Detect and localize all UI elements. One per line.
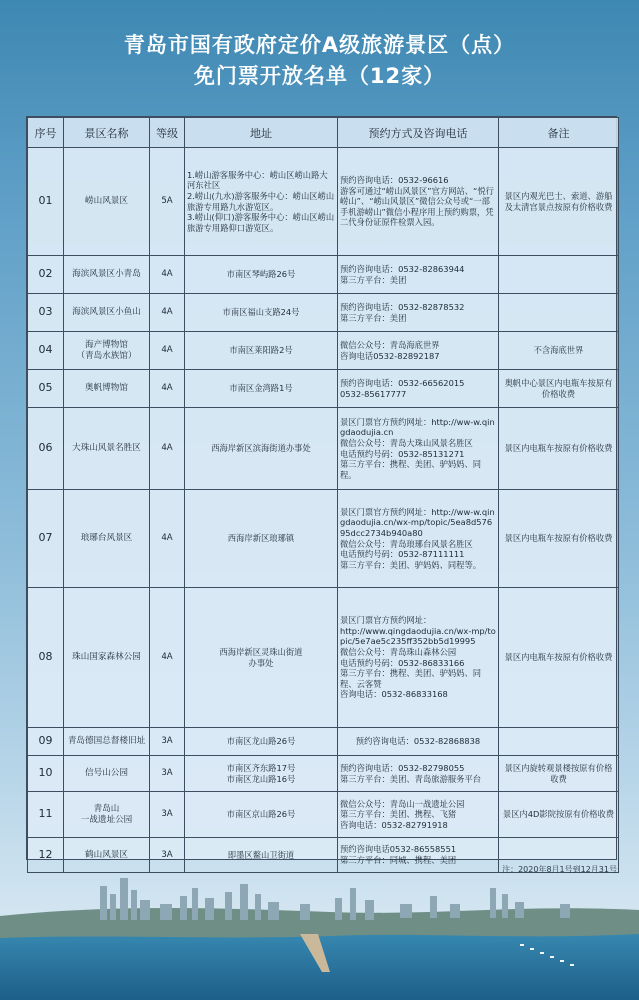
- cell-note: [499, 490, 619, 588]
- cell-name-line: 海产博物馆: [85, 339, 128, 350]
- col-header-name: 景区名称: [64, 118, 150, 148]
- cell-name-line: 一战遗址公园: [80, 814, 133, 825]
- cell-booking-line: 预约咨询电话：0532-82868838: [355, 736, 481, 747]
- page-header: [0, 30, 639, 92]
- cell-level: 4A: [150, 256, 185, 294]
- cell-note-line: 不含海底世界: [533, 345, 584, 356]
- table-row: [28, 408, 619, 490]
- cell-booking-line: http://www.qingdaodujia.cn/wx-mp/topic/5e7ae5c235ff352bb5d19995: [340, 625, 496, 647]
- cell-address: [185, 332, 338, 370]
- cell-address-line: 即墨区鳌山卫街道: [227, 849, 295, 860]
- cell-name-line: 信号山公园: [85, 768, 128, 779]
- cell-note-line: 景区内电瓶车按原有价格收费: [504, 533, 613, 544]
- cell-note: [499, 728, 619, 756]
- cell-name: [64, 332, 150, 370]
- cell-note: [499, 294, 619, 332]
- cell-address-line: 市南区龙山路16号: [226, 773, 296, 784]
- cell-name-line: 青岛德国总督楼旧址: [67, 736, 146, 747]
- cell-address-line: 市南区琴屿路26号: [226, 269, 296, 280]
- cell-booking-line: 微信公众号：青岛山一战遗址公园: [340, 798, 465, 809]
- cell-note: [499, 792, 619, 838]
- cell-address: [185, 838, 338, 873]
- cell-booking-line: 景区门票官方预约网址：: [340, 615, 432, 626]
- cell-booking-line: 第三方平台：美团: [340, 312, 407, 323]
- cell-booking-line: 咨询电话0532-82892187: [340, 350, 440, 361]
- title-line-2: 免门票开放名单（12家）: [193, 64, 446, 88]
- cell-no: 01: [28, 148, 64, 256]
- cell-name: [64, 728, 150, 756]
- cell-note-line: 景区内4D影院按原有价格收费: [502, 809, 615, 820]
- cell-level: 5A: [150, 148, 185, 256]
- cell-address: [185, 728, 338, 756]
- cell-booking-line: 景区门票官方预约网址：http://ww-w.qingdaodujia.cn/wx-mp/topic/5ea8d57695dcc2734b940a80: [340, 506, 495, 538]
- cell-note: [499, 756, 619, 792]
- cell-no: 03: [28, 294, 64, 332]
- table-row: [28, 256, 619, 294]
- cell-name-line: 奥帆博物馆: [85, 383, 128, 394]
- cell-booking: [338, 792, 499, 838]
- cell-booking: [338, 490, 499, 588]
- col-header-note: 备注: [499, 118, 619, 148]
- cell-name: [64, 370, 150, 408]
- cell-address-line: 3.崂山(仰口)游客服务中心：崂山区崂山旅游专用路仰口游览区。: [187, 212, 335, 233]
- table-body: [28, 148, 619, 873]
- cell-booking-line: 微信公众号：青岛珠山森林公园: [340, 646, 457, 657]
- cell-booking-line: 景区门票官方预约网址：http://ww-w.qingdaodujia.cn: [340, 416, 495, 438]
- cell-note-line: 景区内观光巴士、索道、游船及太清宫景点按原有价格收费: [504, 190, 613, 212]
- cell-booking-line: 预约咨询电话0532-86558551: [340, 844, 457, 855]
- attractions-table-container: [26, 116, 617, 865]
- cell-booking-line: 预约咨询电话：0532-66562015: [340, 377, 465, 388]
- cell-note-line: 景区内旋转观景楼按原有价格收费: [504, 762, 613, 784]
- cell-name: [64, 294, 150, 332]
- cell-booking: [338, 148, 499, 256]
- cell-name: [64, 838, 150, 873]
- cell-booking-line: 预约咨询电话：0532-82878532: [340, 301, 465, 312]
- cell-no: 06: [28, 408, 64, 490]
- table-row: [28, 490, 619, 588]
- cell-booking: [338, 728, 499, 756]
- cell-booking-line: 0532-85617777: [340, 388, 407, 399]
- cell-no: 04: [28, 332, 64, 370]
- cell-no: 07: [28, 490, 64, 588]
- table-row: [28, 728, 619, 756]
- cell-booking-line: 预约咨询电话：0532-96616: [340, 175, 449, 186]
- cell-note: [499, 332, 619, 370]
- cell-address: [185, 294, 338, 332]
- cell-booking-line: 第三方平台：携程、美团、驴妈妈、同程。: [340, 459, 482, 480]
- footnote: 注：2020年8月1号到12月31号: [502, 865, 617, 874]
- cell-booking: [338, 408, 499, 490]
- cell-booking-line: 第三方平台：同城、携程、美团: [340, 855, 457, 865]
- table-row: [28, 588, 619, 728]
- cell-booking-line: 第三方平台：携程、美团、驴妈妈、同程、云客赞: [340, 668, 482, 689]
- cell-no: 08: [28, 588, 64, 728]
- cell-booking: [338, 294, 499, 332]
- cell-address-line: 2.崂山(九水)游客服务中心：崂山区崂山旅游专用路九水游览区。: [187, 190, 335, 212]
- table-row: [28, 756, 619, 792]
- cell-booking-line: 微信公众号：青岛海底世界: [340, 339, 440, 350]
- cell-name: [64, 256, 150, 294]
- cell-note: [499, 148, 619, 256]
- cell-no: 10: [28, 756, 64, 792]
- cell-level: 3A: [150, 756, 185, 792]
- cell-address-line: 市南区龙山路26号: [226, 736, 296, 747]
- col-header-no: 序号: [28, 118, 64, 148]
- cell-note: [499, 370, 619, 408]
- attractions-table: [27, 117, 619, 873]
- cell-note: [499, 256, 619, 294]
- cell-address: [185, 256, 338, 294]
- cell-booking-line: 咨询电话：0532-82791918: [340, 819, 448, 830]
- cell-name: [64, 490, 150, 588]
- cell-address-line: 西海岸新区琅琊镇: [227, 533, 295, 544]
- cell-booking: [338, 838, 499, 873]
- cell-level: 3A: [150, 838, 185, 873]
- cell-booking-line: 第三方平台：美团、驴妈妈、同程等。: [340, 559, 482, 570]
- cell-booking-line: 微信公众号：青岛琅琊台风景名胜区: [340, 538, 473, 549]
- col-header-level: 等级: [150, 118, 185, 148]
- table-row: [28, 148, 619, 256]
- cell-level: 3A: [150, 728, 185, 756]
- cell-address-line: 1.崂山游客服务中心：崂山区崂山路大河东社区: [187, 169, 328, 191]
- table-row: [28, 294, 619, 332]
- cell-address: [185, 792, 338, 838]
- cell-address: [185, 148, 338, 256]
- table-header-row: [28, 118, 619, 148]
- cell-level: 3A: [150, 792, 185, 838]
- col-header-booking: 预约方式及咨询电话: [338, 118, 499, 148]
- title-line-1: 青岛市国有政府定价A级旅游景区（点）: [123, 33, 516, 57]
- cell-address: [185, 408, 338, 490]
- cell-booking-line: 电话预约号码：0532-86833166: [340, 657, 465, 668]
- cell-note: [499, 408, 619, 490]
- cell-address-line: 办事处: [248, 657, 274, 668]
- cell-booking: [338, 370, 499, 408]
- cell-address-line: 西海岸新区滨海街道办事处: [211, 443, 311, 454]
- cell-name-line: 琅琊台风景区: [80, 533, 133, 544]
- cell-name: [64, 148, 150, 256]
- cell-booking-line: 预约咨询电话：0532-82798055: [340, 762, 465, 773]
- cell-name-line: 崂山风景区: [85, 196, 128, 207]
- cell-address: [185, 756, 338, 792]
- city-skyline-illustration: [0, 874, 639, 1000]
- cell-name-line: 海滨风景区小鱼山: [72, 307, 141, 318]
- cell-level: 4A: [150, 332, 185, 370]
- cell-booking: [338, 332, 499, 370]
- cell-booking-line: 第三方平台：美团、携程、飞猪: [340, 809, 457, 820]
- cell-address: [185, 588, 338, 728]
- cell-name-line: 海滨风景区小青岛: [72, 269, 141, 280]
- cell-address-line: 市南区福山支路24号: [222, 307, 300, 318]
- cell-name: [64, 756, 150, 792]
- cell-booking-line: 电话预约号码：0532-87111111: [340, 549, 465, 560]
- cell-booking-line: 微信公众号：青岛大珠山风景名胜区: [340, 437, 473, 448]
- cell-no: 09: [28, 728, 64, 756]
- cell-note: [499, 588, 619, 728]
- table-row: [28, 370, 619, 408]
- cell-name: [64, 792, 150, 838]
- col-header-address: 地址: [185, 118, 338, 148]
- cell-address-line: 西海岸新区灵珠山街道: [219, 646, 303, 657]
- table-row: [28, 332, 619, 370]
- cell-name-line: 青岛山: [93, 803, 120, 814]
- cell-name-line: （青岛水族馆）: [76, 350, 137, 361]
- cell-name: [64, 588, 150, 728]
- cell-booking-line: 预约咨询电话：0532-82863944: [340, 263, 465, 274]
- cell-address: [185, 490, 338, 588]
- cell-level: 4A: [150, 370, 185, 408]
- cell-address-line: 市南区齐东路17号: [226, 762, 296, 773]
- cell-address-line: 市南区金湾路1号: [229, 383, 293, 394]
- cell-booking-line: 第三方平台：美团、青岛旅游服务平台: [340, 773, 482, 784]
- cell-booking-line: 第三方平台：美团: [340, 274, 407, 285]
- cell-no: 11: [28, 792, 64, 838]
- cell-level: 4A: [150, 294, 185, 332]
- cell-name-line: 鹤山风景区: [85, 849, 128, 860]
- cell-booking-line: 电话预约号码：0532-85131271: [340, 448, 465, 459]
- cell-name: [64, 408, 150, 490]
- cell-booking-line: 游客可通过“崂山风景区”官方网站、“悦行崂山”、“崂山风景区”微信公众号或“一部手机游崂山”微信小程序用上预约购票，凭二代身份证原件检票入园。: [340, 185, 494, 228]
- coastline-shape: [0, 908, 639, 938]
- cell-note-line: 景区内电瓶车按原有价格收费: [504, 652, 613, 663]
- cell-level: 4A: [150, 490, 185, 588]
- cell-level: 4A: [150, 408, 185, 490]
- cell-note-line: 奥帆中心景区内电瓶车按原有价格收费: [504, 377, 613, 399]
- cell-level: 4A: [150, 588, 185, 728]
- cell-booking: [338, 588, 499, 728]
- cell-address: [185, 370, 338, 408]
- cell-booking: [338, 756, 499, 792]
- cell-no: 12: [28, 838, 64, 873]
- table-row: [28, 792, 619, 838]
- cell-booking-line: 咨询电话：0532-86833168: [340, 689, 448, 700]
- cell-booking: [338, 256, 499, 294]
- cell-note-line: 景区内电瓶车按原有价格收费: [504, 443, 613, 454]
- cell-name-line: 珠山国家森林公园: [72, 652, 141, 663]
- cell-name-line: 大珠山风景名胜区: [72, 443, 141, 454]
- cell-address-line: 市南区京山路26号: [226, 809, 296, 820]
- cell-address-line: 市南区莱阳路2号: [229, 345, 293, 356]
- cell-no: 05: [28, 370, 64, 408]
- cell-no: 02: [28, 256, 64, 294]
